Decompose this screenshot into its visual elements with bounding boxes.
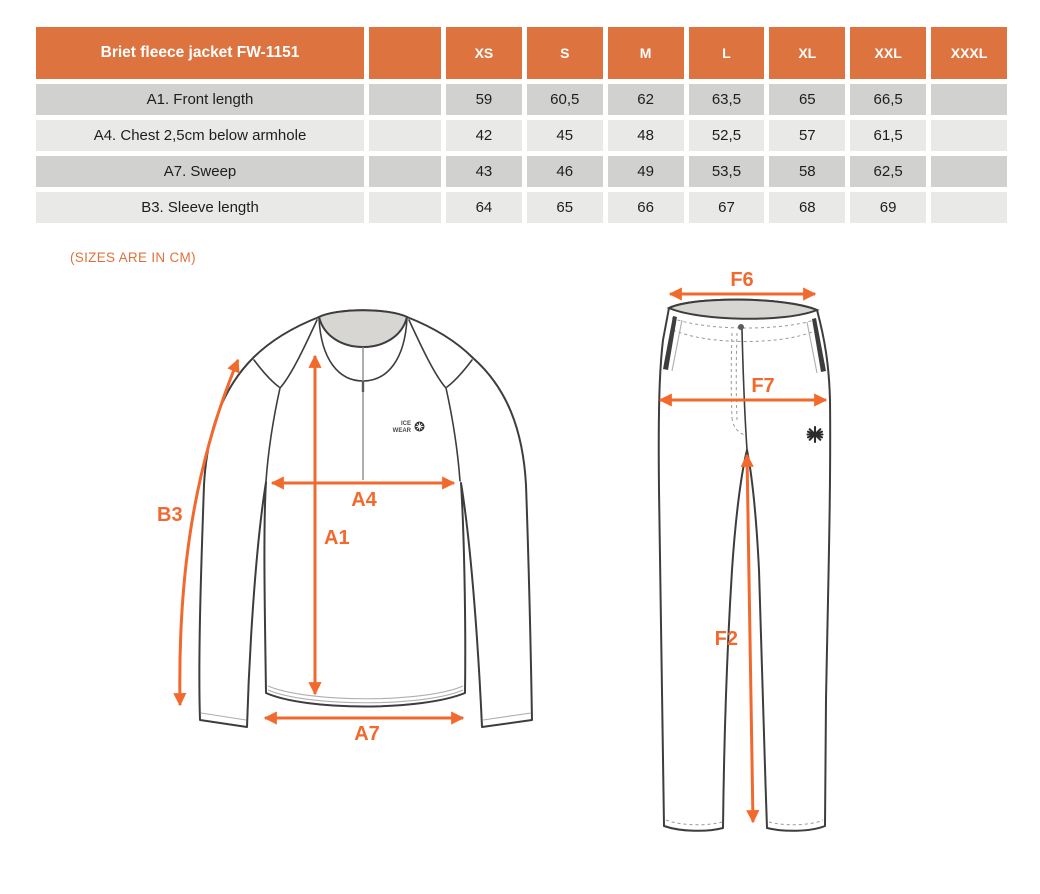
value-cell: 64 <box>446 192 522 223</box>
value-cell: 59 <box>446 84 522 115</box>
measurement-label-cell: A7. Sweep <box>36 156 364 187</box>
value-cell: 46 <box>527 156 603 187</box>
measurement-diagrams <box>0 265 1040 883</box>
spacer-cell <box>369 156 441 187</box>
value-cell: 62,5 <box>850 156 926 187</box>
value-cell <box>931 84 1007 115</box>
table-row <box>36 84 1007 115</box>
pants-outline <box>659 300 830 831</box>
units-note: (SIZES ARE IN CM) <box>70 250 196 265</box>
value-cell: 65 <box>769 84 845 115</box>
header-spacer-cell <box>369 27 441 79</box>
value-cell: 61,5 <box>850 120 926 151</box>
value-cell: 48 <box>608 120 684 151</box>
jacket-measure-label-a1: A1 <box>324 527 350 549</box>
value-cell: 66 <box>608 192 684 223</box>
value-cell <box>931 156 1007 187</box>
size-chart-table <box>31 22 1012 228</box>
spacer-cell <box>369 192 441 223</box>
jacket-outline <box>199 310 532 727</box>
jacket-measure-label-a7: A7 <box>354 723 380 745</box>
waist-button <box>738 324 744 330</box>
size-header-l: L <box>689 27 765 79</box>
pants-measure-label-f6: F6 <box>730 270 754 291</box>
logo-text-line1: ICE <box>400 421 411 427</box>
jacket-measure-label-a4: A4 <box>351 489 377 511</box>
size-header-xs: XS <box>446 27 522 79</box>
value-cell: 43 <box>446 156 522 187</box>
measurement-label-cell: B3. Sleeve length <box>36 192 364 223</box>
value-cell: 53,5 <box>689 156 765 187</box>
value-cell: 65 <box>527 192 603 223</box>
value-cell: 62 <box>608 84 684 115</box>
spacer-cell <box>369 84 441 115</box>
jacket-diagram <box>145 290 545 750</box>
table-row <box>36 156 1007 187</box>
size-header-xxl: XXL <box>850 27 926 79</box>
pants-diagram <box>635 270 855 860</box>
size-header-xxxl: XXXL <box>931 27 1007 79</box>
value-cell: 68 <box>769 192 845 223</box>
size-header-s: S <box>527 27 603 79</box>
snowflake-icon <box>415 422 425 432</box>
size-header-xl: XL <box>769 27 845 79</box>
table-header-row <box>36 27 1007 79</box>
jacket-measure-label-b3: B3 <box>157 504 183 526</box>
pants-measure-label-f7: F7 <box>751 375 775 397</box>
value-cell: 63,5 <box>689 84 765 115</box>
spacer-cell <box>369 120 441 151</box>
product-title: Briet fleece jacket FW-1151 <box>36 27 364 79</box>
value-cell: 45 <box>527 120 603 151</box>
value-cell: 66,5 <box>850 84 926 115</box>
value-cell: 49 <box>608 156 684 187</box>
logo-text-line2: WEAR <box>392 428 411 434</box>
value-cell <box>931 192 1007 223</box>
size-header-m: M <box>608 27 684 79</box>
measurement-label-cell: A4. Chest 2,5cm below armhole <box>36 120 364 151</box>
table-row <box>36 120 1007 151</box>
value-cell <box>931 120 1007 151</box>
table-row <box>36 192 1007 223</box>
value-cell: 42 <box>446 120 522 151</box>
value-cell: 67 <box>689 192 765 223</box>
f2-measure-arrow <box>747 455 753 822</box>
measurement-label-cell: A1. Front length <box>36 84 364 115</box>
value-cell: 60,5 <box>527 84 603 115</box>
snowflake-icon <box>808 427 823 442</box>
value-cell: 57 <box>769 120 845 151</box>
value-cell: 69 <box>850 192 926 223</box>
value-cell: 52,5 <box>689 120 765 151</box>
value-cell: 58 <box>769 156 845 187</box>
pants-measure-label-f2: F2 <box>714 628 738 650</box>
